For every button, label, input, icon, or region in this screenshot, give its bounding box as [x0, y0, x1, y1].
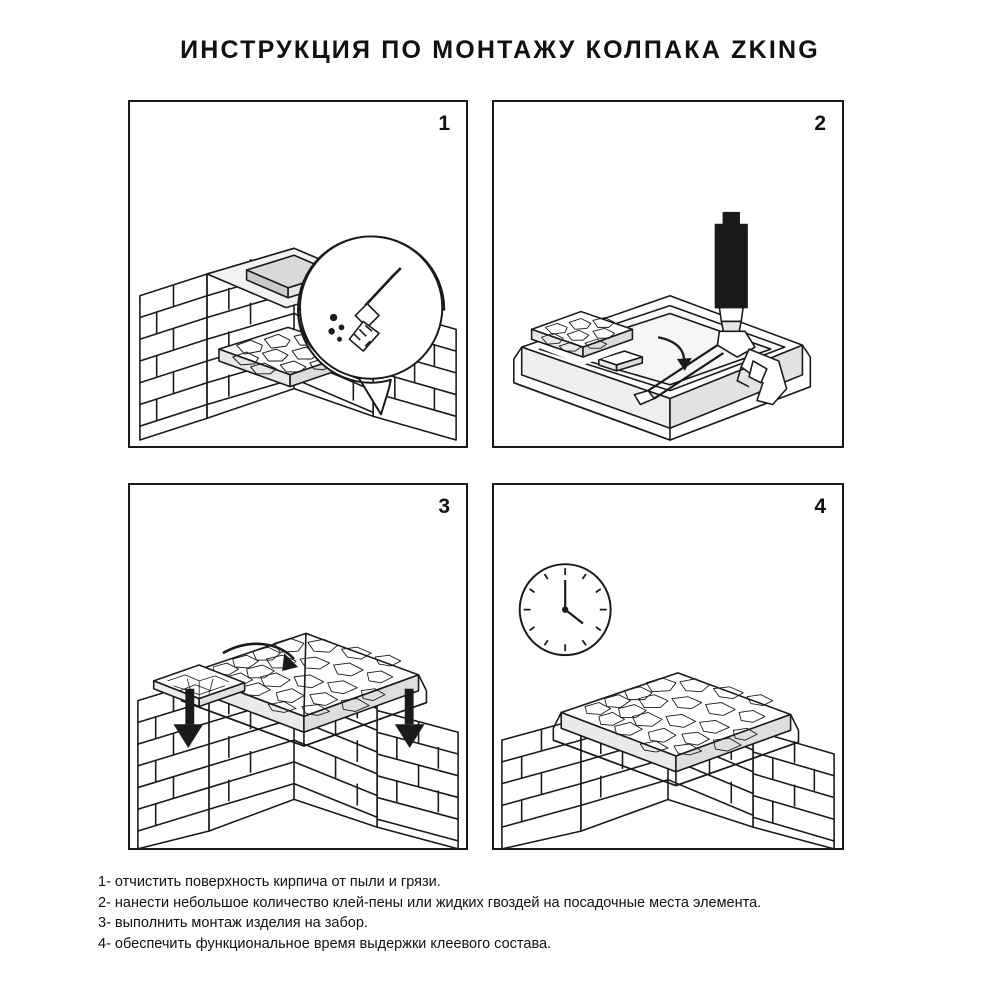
brick-wall-left: [140, 274, 207, 440]
legend-item-2: 2- нанести небольшое количество клей-пены или жидких гвоздей на посадочные места элемента.: [98, 894, 762, 911]
step-1-illustration: [130, 102, 466, 446]
legend-item-3: 3- выполнить монтаж изделия на забор.: [98, 915, 368, 931]
brick-wall-right: [753, 730, 834, 848]
legend-list: [98, 872, 948, 954]
panel-number: 4: [814, 495, 826, 518]
legend-item-4: 4- обеспечить функциональное время выдержки клеевого состава.: [98, 935, 552, 952]
clock-icon: [520, 564, 611, 655]
panel-step-1: [128, 100, 468, 448]
panel-grid: [128, 100, 844, 850]
panel-step-2: [492, 100, 844, 448]
step-3-illustration: [130, 485, 466, 848]
legend-item-1: 1- отчистить поверхность кирпича от пыли и грязи.: [98, 874, 441, 890]
page-title: ИНСТРУКЦИЯ ПО МОНТАЖУ КОЛПАКА ZKING: [180, 36, 820, 64]
panel-number: 3: [438, 495, 450, 518]
brick-wall-left: [502, 718, 581, 848]
panel-number: 1: [438, 112, 450, 135]
step-4-illustration: [494, 485, 842, 848]
panel-number: 2: [814, 112, 826, 135]
panel-step-4: [492, 483, 844, 850]
panel-step-3: [128, 483, 468, 850]
step-2-illustration: [494, 102, 842, 446]
